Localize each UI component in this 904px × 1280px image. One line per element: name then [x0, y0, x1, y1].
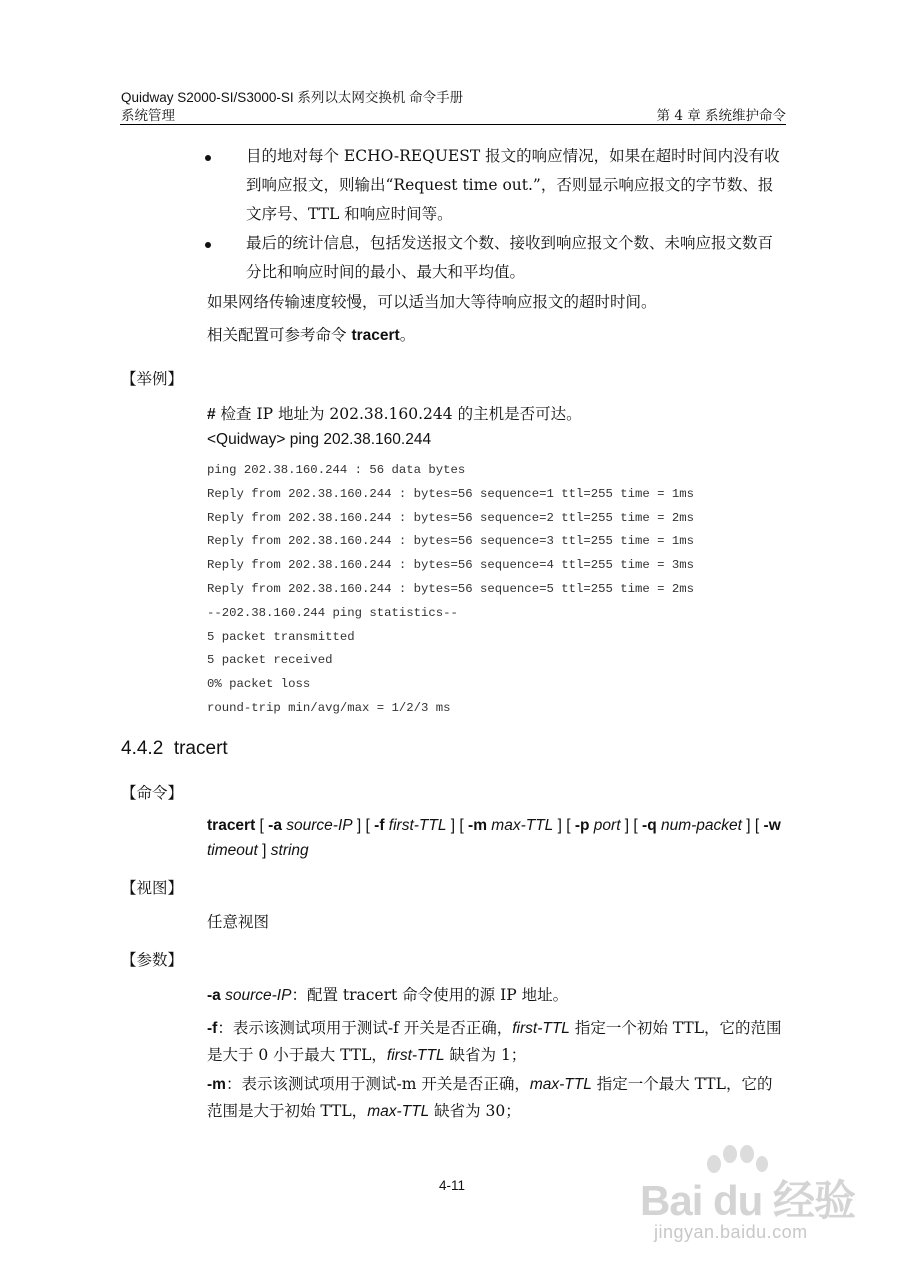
view-tag: 【视图】 — [121, 879, 184, 897]
syntax-arg: timeout — [207, 842, 258, 859]
param-desc: 缺省为 1； — [444, 1046, 527, 1064]
bullet-line: 最后的统计信息，包括发送报文个数、接收到响应报文个数、未响应报文数百 — [246, 234, 774, 252]
syntax-arg: source-IP — [281, 817, 353, 834]
bullet-line: 分比和响应时间的最小、最大和平均值。 — [246, 263, 526, 281]
section-title — [121, 738, 228, 760]
param-flag: -f — [207, 1020, 218, 1037]
header-chapter: 第 4 章 系统维护命令 — [656, 108, 786, 124]
syntax-flag: -a — [268, 817, 282, 834]
param-tag: 【参数】 — [121, 951, 184, 969]
param-desc: 缺省为 30； — [429, 1102, 521, 1120]
param-desc: 指定一个初始 TTL，它的范围 — [569, 1019, 782, 1037]
param-arg: first-TTL — [512, 1020, 570, 1037]
comment-text: 检查 IP 地址为 202.38.160.244 的主机是否可达。 — [215, 405, 582, 423]
param-arg: max-TTL — [367, 1103, 430, 1120]
header-rule — [120, 124, 786, 125]
watermark-logo: Bai du 经验 — [640, 1177, 856, 1224]
view-value: 任意视图 — [207, 913, 270, 931]
param-arg: source-IP — [220, 987, 292, 1004]
page-number: 4-11 — [438, 1178, 466, 1193]
param-desc: ：表示该测试项用于测试-f 开关是否正确， — [217, 1019, 513, 1037]
syntax-sep: ] [ — [741, 817, 764, 834]
hash-mark: # — [207, 406, 216, 423]
param-f — [207, 1015, 787, 1069]
bullet-line: 文序号、TTL 和响应时间等。 — [246, 205, 453, 223]
command-ref: tracert — [351, 327, 400, 344]
code-line: ping 202.38.160.244 : 56 data bytes — [207, 463, 466, 477]
param-desc: ：配置 tracert 命令使用的源 IP 地址。 — [291, 986, 569, 1004]
example-tag: 【举例】 — [121, 370, 184, 388]
code-line: --202.38.160.244 ping statistics-- — [207, 605, 458, 620]
syntax-flag: -p — [574, 817, 590, 834]
code-line: Reply from 202.38.160.244 : bytes=56 sequence=2 ttl=255 time = 2ms — [207, 510, 695, 525]
code-line: 0% packet loss — [207, 677, 311, 692]
param-flag: -m — [207, 1076, 226, 1093]
bullet-item — [246, 229, 784, 287]
param-desc: 范围是大于初始 TTL， — [207, 1102, 368, 1120]
section-number: 4.4.2 — [121, 738, 164, 759]
paragraph-text: 相关配置可参考命令 — [207, 326, 352, 344]
bullet-item — [246, 142, 784, 229]
param-desc: 是大于 0 小于最大 TTL， — [207, 1046, 387, 1064]
paragraph-text: 。 — [399, 326, 416, 344]
watermark-url: jingyan.baidu.com — [654, 1222, 808, 1242]
syntax-sep: ] [ — [446, 817, 469, 834]
paragraph — [207, 321, 415, 350]
syntax-flag: -q — [642, 817, 657, 834]
syntax-arg: first-TTL — [384, 817, 447, 834]
syntax-sep: ] [ — [352, 817, 375, 834]
paragraph: 如果网络传输速度较慢，可以适当加大等待响应报文的超时时间。 — [207, 293, 657, 311]
syntax-arg: port — [589, 817, 621, 834]
syntax-sep: [ — [255, 817, 269, 834]
syntax-arg: string — [270, 842, 309, 859]
param-a — [207, 983, 568, 1005]
code-line: 5 packet transmitted — [207, 629, 355, 644]
syntax-cmd: tracert — [207, 817, 256, 834]
syntax-arg: num-packet — [656, 817, 742, 834]
syntax-sep: ] [ — [620, 817, 643, 834]
syntax-sep: ] [ — [553, 817, 575, 834]
code-line: round-trip min/avg/max = 1/2/3 ms — [207, 701, 451, 715]
bullet-dot — [205, 242, 211, 248]
example-command: <Quidway> ping 202.38.160.244 — [207, 431, 432, 448]
param-desc: 指定一个最大 TTL，它的 — [591, 1075, 773, 1093]
bullet-line: 到响应报文，则输出“Request time out.”，否则显示响应报文的字节数、报 — [246, 176, 774, 194]
param-arg: first-TTL — [386, 1047, 445, 1064]
section-name: tracert — [173, 738, 228, 759]
syntax-flag: -w — [763, 817, 781, 834]
header-section: 系统管理 — [121, 108, 175, 124]
param-flag: -a — [207, 987, 221, 1004]
code-line: 5 packet received — [207, 653, 333, 668]
bullet-line: 目的地对每个 ECHO-REQUEST 报文的响应情况，如果在超时时间内没有收 — [246, 147, 780, 165]
syntax-flag: -m — [468, 817, 487, 834]
syntax-arg: max-TTL — [486, 817, 554, 834]
param-m — [207, 1071, 787, 1125]
command-syntax — [207, 813, 787, 863]
syntax-flag: -f — [374, 817, 385, 834]
code-line: Reply from 202.38.160.244 : bytes=56 sequence=1 ttl=255 time = 1ms — [207, 486, 695, 501]
code-line: Reply from 202.38.160.244 : bytes=56 sequence=3 ttl=255 time = 1ms — [207, 534, 695, 549]
syntax-sep: ] — [257, 842, 271, 859]
example-comment — [207, 402, 582, 424]
bullet-dot — [205, 155, 211, 161]
code-line: Reply from 202.38.160.244 : bytes=56 sequence=5 ttl=255 time = 2ms — [207, 582, 695, 596]
param-desc: ：表示该测试项用于测试-m 开关是否正确， — [225, 1075, 530, 1093]
command-tag: 【命令】 — [121, 784, 184, 802]
code-line: Reply from 202.38.160.244 : bytes=56 sequence=4 ttl=255 time = 3ms — [207, 558, 695, 573]
header-title: Quidway S2000-SI/S3000-SI 系列以太网交换机 命令手册 — [121, 90, 464, 105]
param-arg: max-TTL — [529, 1076, 592, 1093]
